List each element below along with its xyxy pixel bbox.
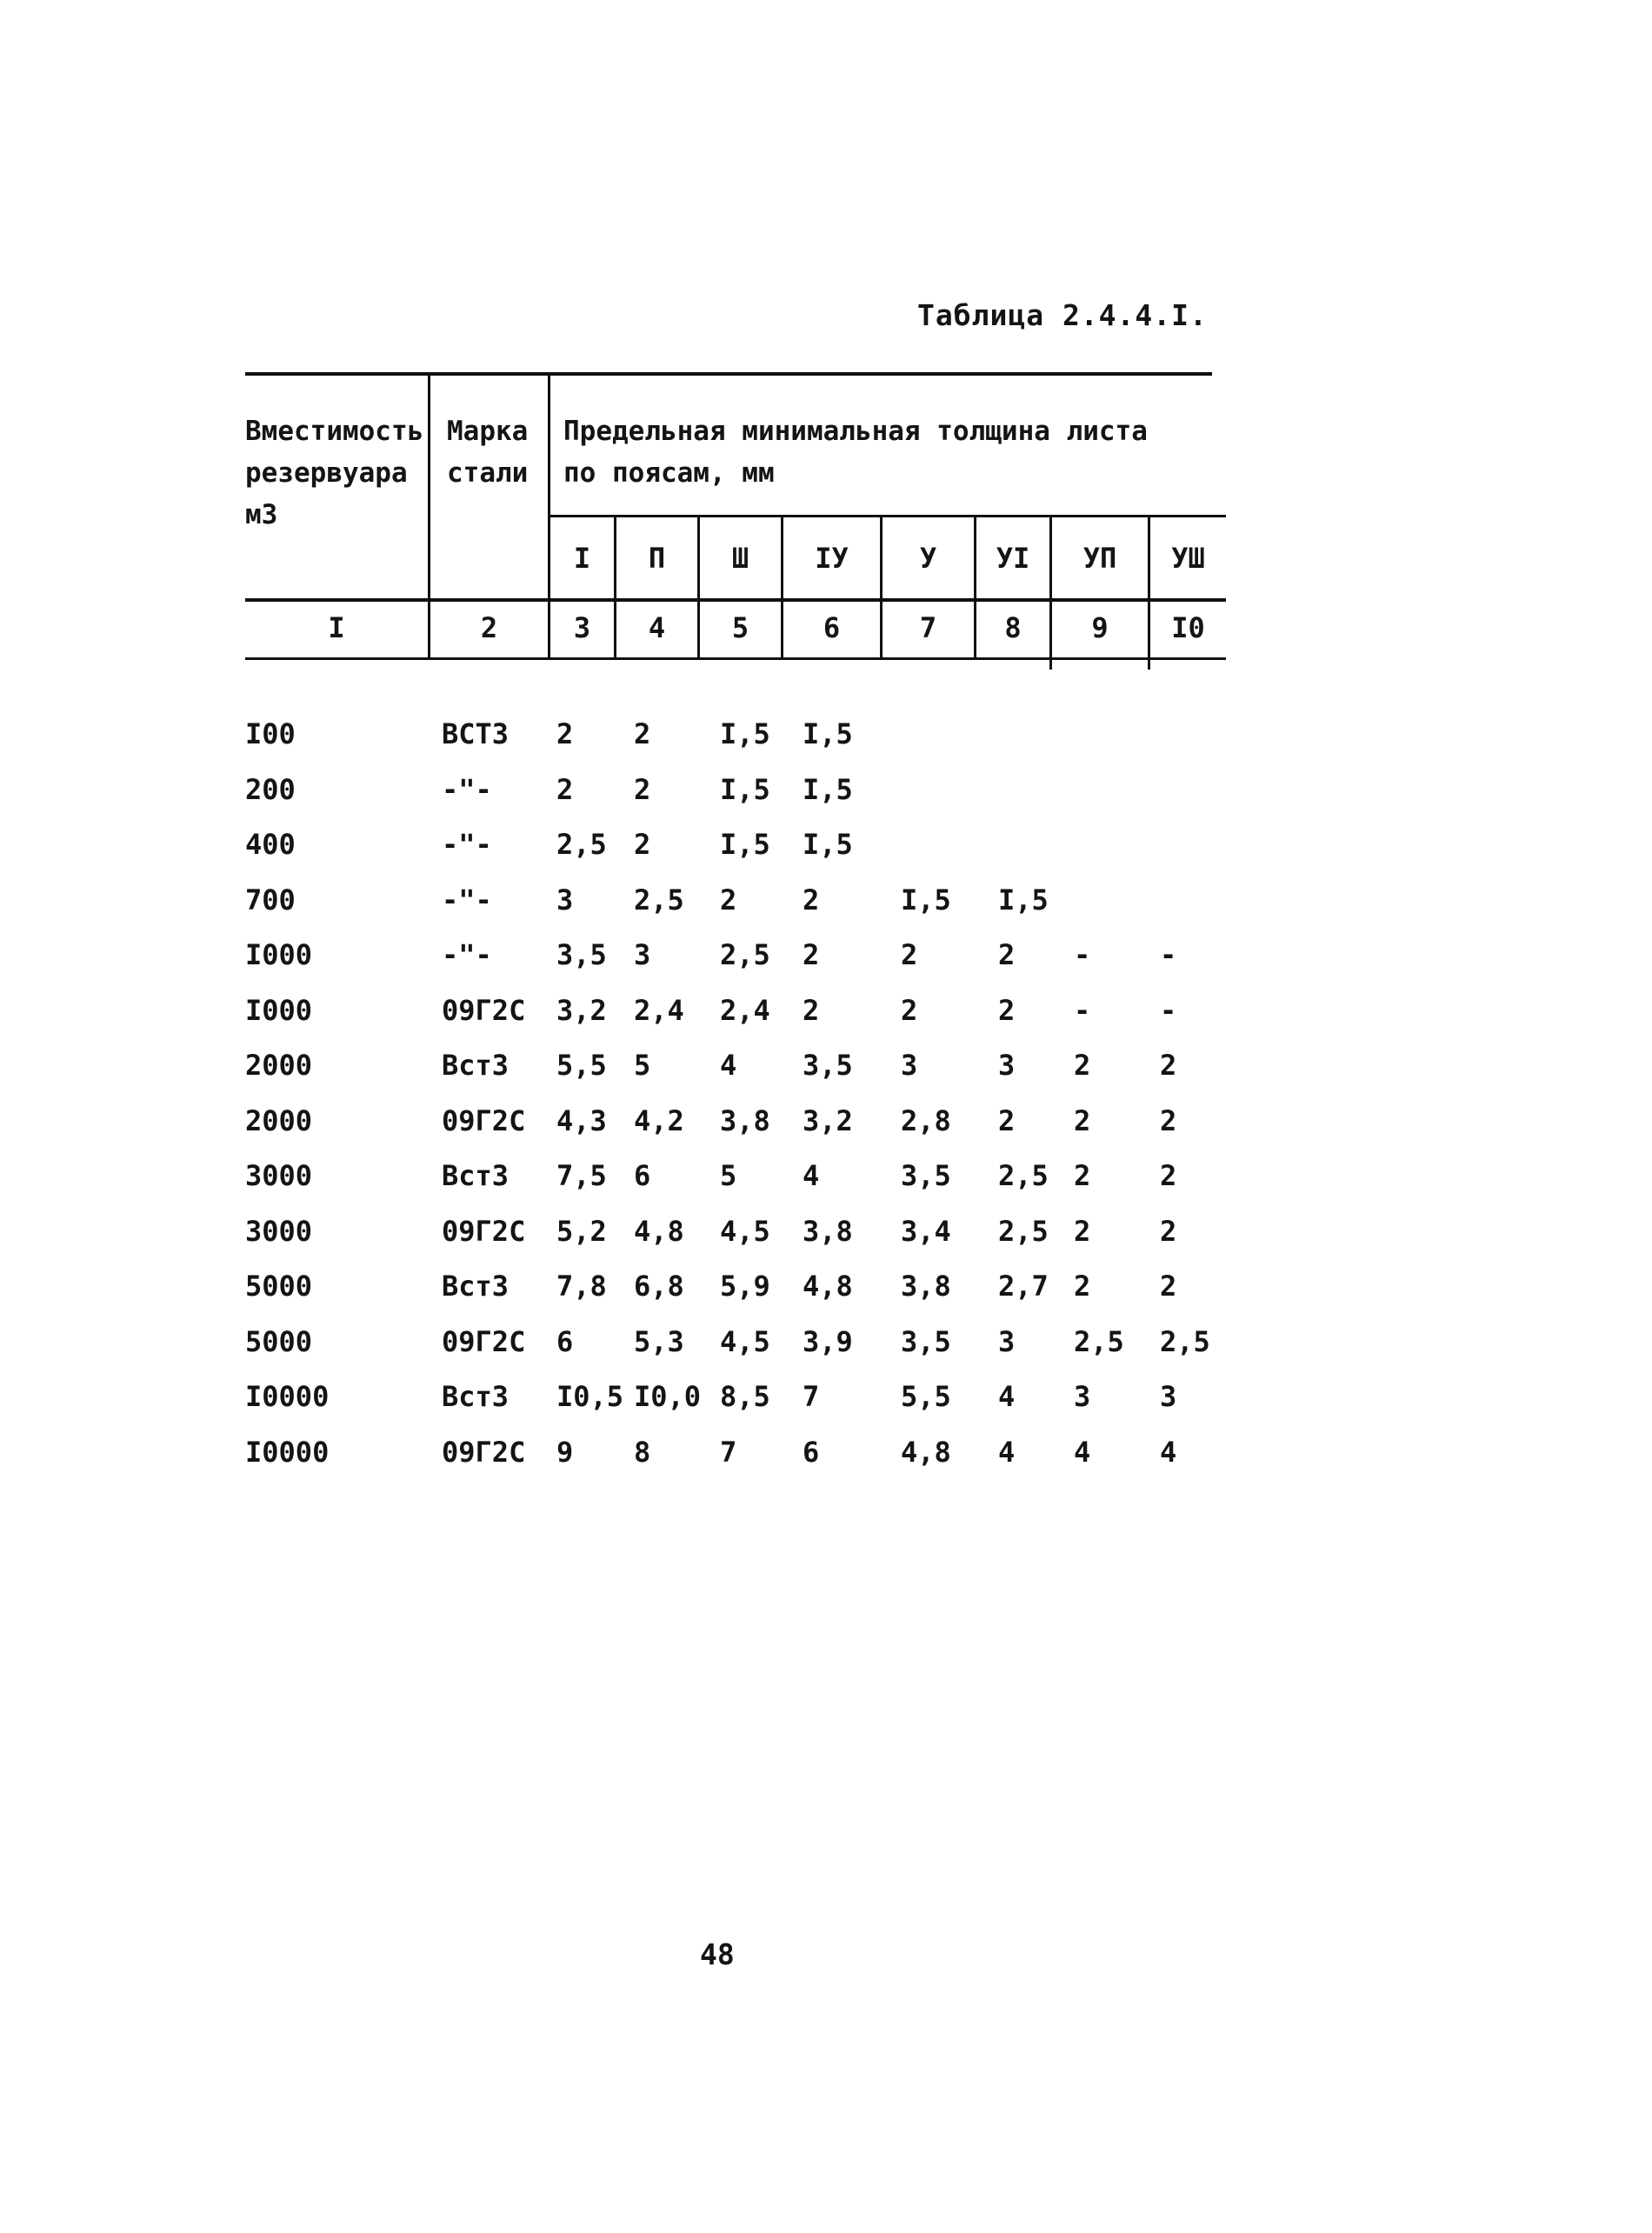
- belt-thickness-cell: 2: [1074, 1214, 1091, 1248]
- belt-thickness-cell: I,5: [803, 828, 853, 861]
- belt-thickness-cell: 2: [901, 938, 918, 971]
- capacity-cell: I0000: [245, 1380, 330, 1413]
- column-number-8: 8: [1004, 611, 1022, 644]
- belt-thickness-cell: 6: [803, 1435, 820, 1469]
- steel-grade-cell: Вст3: [442, 1159, 510, 1192]
- belt-thickness-cell: 5,5: [901, 1380, 951, 1413]
- belt-divider-7: [1148, 517, 1150, 670]
- steel-grade-cell: 09Г2С: [442, 1103, 526, 1137]
- belt-header-2: П: [648, 542, 666, 575]
- belt-header-4: IУ: [815, 542, 849, 575]
- belt-thickness-cell: 2,4: [634, 993, 684, 1027]
- belt-thickness-cell: 2,5: [634, 883, 684, 917]
- column-number-7: 7: [919, 611, 937, 644]
- column-number-5: 5: [731, 611, 749, 644]
- belt-thickness-cell: 7: [720, 1435, 737, 1469]
- capacity-cell: 200: [245, 772, 296, 806]
- capacity-header-line-3: м3: [245, 499, 278, 530]
- belt-thickness-cell: -: [1160, 938, 1177, 971]
- belt-thickness-cell: 2: [1160, 1270, 1177, 1303]
- steel-grade-cell: -"-: [442, 883, 492, 917]
- belt-thickness-cell: 3: [901, 1049, 918, 1082]
- belt-thickness-cell: I,5: [998, 883, 1049, 917]
- steel-header-line-2: стали: [447, 457, 529, 489]
- belt-thickness-cell: -: [1074, 993, 1091, 1027]
- belt-header-7: УП: [1082, 542, 1117, 575]
- belt-thickness-cell: 7,8: [556, 1270, 607, 1303]
- belt-thickness-cell: 2: [1160, 1103, 1177, 1137]
- capacity-cell: 2000: [245, 1103, 313, 1137]
- belt-thickness-cell: 8: [634, 1435, 651, 1469]
- thickness-group-header: [563, 410, 1148, 494]
- group-header-line-2: по поясам, мм: [563, 457, 775, 489]
- belt-thickness-cell: I,5: [803, 717, 853, 750]
- belt-thickness-cell: 2,5: [998, 1159, 1049, 1192]
- belt-thickness-cell: 3,5: [803, 1049, 853, 1082]
- belt-thickness-cell: 5,5: [556, 1049, 607, 1082]
- belt-thickness-cell: 3,8: [720, 1103, 770, 1137]
- header-bottom-rule: [245, 598, 1226, 602]
- belt-thickness-cell: I,5: [803, 772, 853, 806]
- belt-thickness-cell: 3: [1074, 1380, 1091, 1413]
- column-number-3: 3: [573, 611, 591, 644]
- belt-thickness-cell: 5: [634, 1049, 651, 1082]
- belt-header-8: УШ: [1171, 542, 1205, 575]
- belt-thickness-cell: I,5: [720, 828, 770, 861]
- belt-thickness-cell: 2,5: [1160, 1324, 1210, 1358]
- belt-thickness-cell: -: [1160, 993, 1177, 1027]
- table-top-rule: [245, 372, 1212, 376]
- steel-grade-cell: -"-: [442, 938, 492, 971]
- belt-header-3: Ш: [731, 542, 749, 575]
- belt-thickness-cell: 2,8: [901, 1103, 951, 1137]
- belt-thickness-cell: 2,5: [998, 1214, 1049, 1248]
- steel-header-line-1: Марка: [447, 416, 529, 447]
- belt-thickness-cell: 2,7: [998, 1270, 1049, 1303]
- belt-thickness-cell: 2,5: [1074, 1324, 1124, 1358]
- belt-thickness-cell: 2: [1074, 1159, 1091, 1192]
- column-number-1: I: [328, 611, 345, 644]
- steel-grade-cell: ВСТ3: [442, 717, 510, 750]
- column-numbers-rule: [245, 657, 1226, 660]
- belt-header-rule: [550, 515, 1226, 517]
- belt-thickness-cell: 3: [998, 1324, 1016, 1358]
- capacity-cell: 3000: [245, 1159, 313, 1192]
- steel-grade-cell: 09Г2С: [442, 993, 526, 1027]
- belt-thickness-cell: 2: [556, 772, 574, 806]
- belt-thickness-cell: 2,4: [720, 993, 770, 1027]
- belt-thickness-cell: 2: [803, 938, 820, 971]
- steel-grade-cell: -"-: [442, 772, 492, 806]
- belt-thickness-cell: 6: [634, 1159, 651, 1192]
- steel-grade-cell: 09Г2С: [442, 1435, 526, 1469]
- belt-thickness-cell: 8,5: [720, 1380, 770, 1413]
- belt-thickness-cell: 2: [998, 993, 1016, 1027]
- belt-thickness-cell: 2: [556, 717, 574, 750]
- thickness-table: [245, 372, 1226, 1476]
- capacity-header-line-2: резервуара: [245, 457, 408, 489]
- capacity-header-line-1: Вместимость: [245, 416, 424, 447]
- table-caption: Таблица 2.4.4.I.: [917, 298, 1208, 332]
- belt-thickness-cell: I0,5: [556, 1380, 624, 1413]
- belt-thickness-cell: 2: [1160, 1049, 1177, 1082]
- belt-thickness-cell: 4: [998, 1380, 1016, 1413]
- belt-thickness-cell: 4: [803, 1159, 820, 1192]
- capacity-cell: I0000: [245, 1435, 330, 1469]
- column-number-6: 6: [823, 611, 841, 644]
- belt-thickness-cell: 2: [901, 993, 918, 1027]
- steel-grade-cell: Вст3: [442, 1380, 510, 1413]
- belt-thickness-cell: 4,5: [720, 1324, 770, 1358]
- page-number: 48: [700, 1937, 735, 1971]
- belt-thickness-cell: 4,8: [901, 1435, 951, 1469]
- belt-thickness-cell: 4,8: [803, 1270, 853, 1303]
- belt-thickness-cell: 2: [634, 717, 651, 750]
- belt-thickness-cell: 3,2: [803, 1103, 853, 1137]
- belt-thickness-cell: 3: [1160, 1380, 1177, 1413]
- capacity-cell: 5000: [245, 1324, 313, 1358]
- belt-thickness-cell: -: [1074, 938, 1091, 971]
- steel-grade-cell: 09Г2С: [442, 1214, 526, 1248]
- belt-thickness-cell: 4: [998, 1435, 1016, 1469]
- belt-thickness-cell: 3,8: [803, 1214, 853, 1248]
- belt-thickness-cell: 2,5: [720, 938, 770, 971]
- steel-grade-cell: 09Г2С: [442, 1324, 526, 1358]
- belt-thickness-cell: I,5: [720, 772, 770, 806]
- belt-thickness-cell: 4,2: [634, 1103, 684, 1137]
- belt-thickness-cell: 4,3: [556, 1103, 607, 1137]
- belt-thickness-cell: 3,5: [556, 938, 607, 971]
- belt-thickness-cell: 2: [803, 883, 820, 917]
- column-number-4: 4: [648, 611, 666, 644]
- belt-thickness-cell: 6,8: [634, 1270, 684, 1303]
- belt-thickness-cell: 2: [1074, 1103, 1091, 1137]
- belt-thickness-cell: 3: [998, 1049, 1016, 1082]
- steel-grade-cell: -"-: [442, 828, 492, 861]
- belt-thickness-cell: 4: [1074, 1435, 1091, 1469]
- belt-thickness-cell: 9: [556, 1435, 574, 1469]
- steel-grade-cell: Вст3: [442, 1270, 510, 1303]
- belt-thickness-cell: 3,8: [901, 1270, 951, 1303]
- group-header-line-1: Предельная минимальная толщина листа: [563, 416, 1148, 447]
- belt-thickness-cell: 2: [998, 1103, 1016, 1137]
- capacity-cell: 700: [245, 883, 296, 917]
- column-number-10: I0: [1171, 611, 1205, 644]
- belt-thickness-cell: I,5: [901, 883, 951, 917]
- belt-thickness-cell: 5,9: [720, 1270, 770, 1303]
- belt-thickness-cell: 2,5: [556, 828, 607, 861]
- capacity-cell: 400: [245, 828, 296, 861]
- belt-thickness-cell: 4,5: [720, 1214, 770, 1248]
- belt-thickness-cell: 4: [1160, 1435, 1177, 1469]
- belt-thickness-cell: 3,4: [901, 1214, 951, 1248]
- belt-thickness-cell: 2: [634, 828, 651, 861]
- belt-thickness-cell: 4,8: [634, 1214, 684, 1248]
- capacity-cell: I000: [245, 993, 313, 1027]
- steel-grade-header: [447, 410, 528, 494]
- capacity-cell: 3000: [245, 1214, 313, 1248]
- belt-thickness-cell: 3: [556, 883, 574, 917]
- belt-thickness-cell: 5,3: [634, 1324, 684, 1358]
- belt-thickness-cell: 3,9: [803, 1324, 853, 1358]
- belt-thickness-cell: 7,5: [556, 1159, 607, 1192]
- column-number-2: 2: [480, 611, 498, 644]
- belt-thickness-cell: 7: [803, 1380, 820, 1413]
- belt-thickness-cell: 5: [720, 1159, 737, 1192]
- belt-thickness-cell: 2: [1074, 1270, 1091, 1303]
- belt-header-1: I: [573, 542, 591, 575]
- belt-thickness-cell: 6: [556, 1324, 574, 1358]
- belt-thickness-cell: I0,0: [634, 1380, 702, 1413]
- belt-divider-6: [1049, 517, 1052, 670]
- belt-thickness-cell: 3,2: [556, 993, 607, 1027]
- belt-header-6: УI: [996, 542, 1030, 575]
- capacity-cell: 2000: [245, 1049, 313, 1082]
- capacity-cell: I00: [245, 717, 296, 750]
- column-number-9: 9: [1091, 611, 1109, 644]
- belt-thickness-cell: 3,5: [901, 1324, 951, 1358]
- belt-thickness-cell: 2: [634, 772, 651, 806]
- capacity-cell: I000: [245, 938, 313, 971]
- belt-header-5: У: [919, 542, 937, 575]
- belt-thickness-cell: 3: [634, 938, 651, 971]
- belt-thickness-cell: 2: [803, 993, 820, 1027]
- belt-thickness-cell: 2: [1074, 1049, 1091, 1082]
- belt-thickness-cell: 3,5: [901, 1159, 951, 1192]
- capacity-header: [245, 410, 423, 536]
- belt-thickness-cell: 4: [720, 1049, 737, 1082]
- capacity-cell: 5000: [245, 1270, 313, 1303]
- belt-thickness-cell: 2: [1160, 1159, 1177, 1192]
- belt-thickness-cell: 2: [998, 938, 1016, 971]
- belt-thickness-cell: I,5: [720, 717, 770, 750]
- steel-grade-cell: Вст3: [442, 1049, 510, 1082]
- belt-thickness-cell: 2: [720, 883, 737, 917]
- belt-thickness-cell: 5,2: [556, 1214, 607, 1248]
- belt-thickness-cell: 2: [1160, 1214, 1177, 1248]
